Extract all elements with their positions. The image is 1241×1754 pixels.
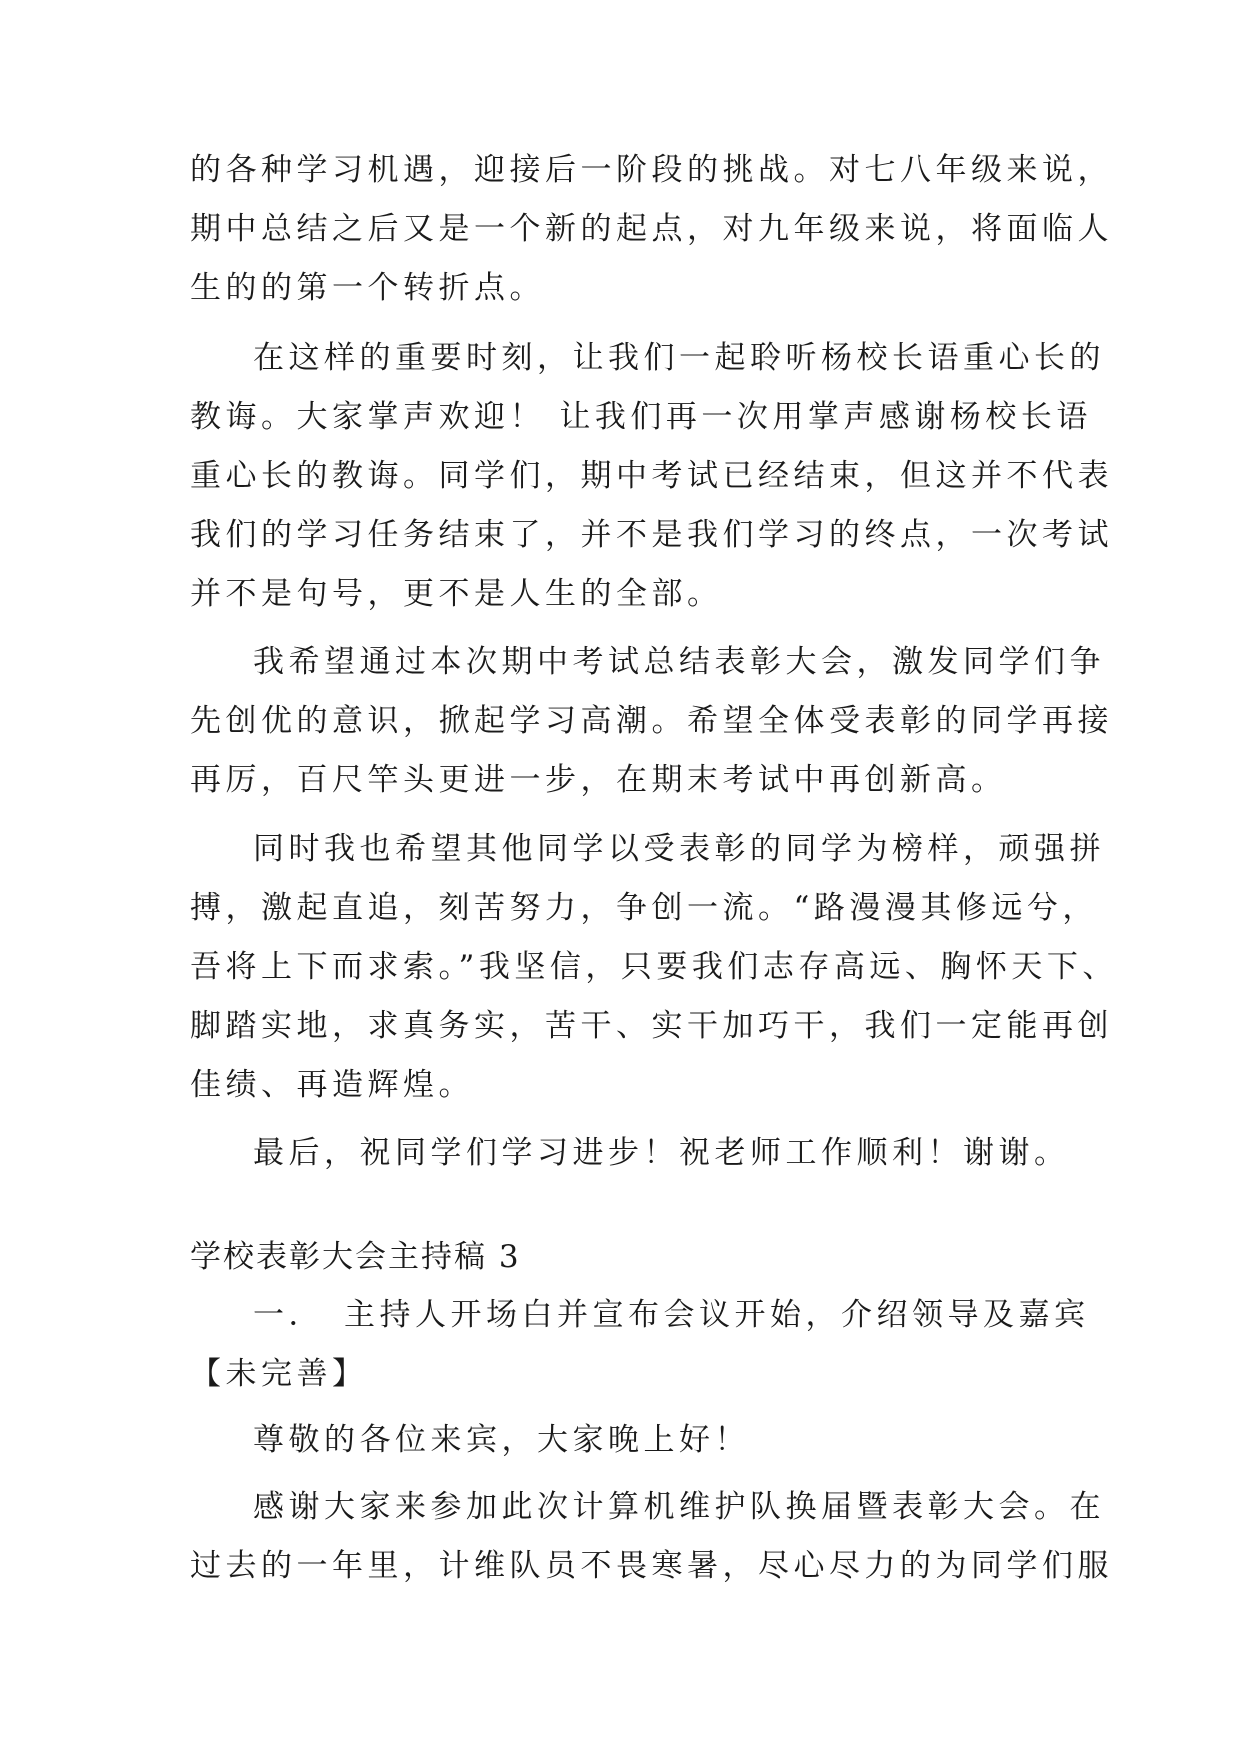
text-line: 期中总结之后又是一个新的起点，对九年级来说，将面临人 xyxy=(190,211,1113,247)
text-line: 在这样的重要时刻，让我们一起聆听杨校长语重心长的 xyxy=(253,340,1105,376)
text-line: 脚踏实地，求真务实，苦干、实干加巧干，我们一定能再创 xyxy=(190,1008,1113,1044)
text-line: 重心长的教诲。同学们，期中考试已经结束，但这并不代表 xyxy=(190,458,1113,494)
text-line: 一． 主持人开场白并宣布会议开始，介绍领导及嘉宾 xyxy=(253,1297,1090,1333)
text-line: 我希望通过本次期中考试总结表彰大会，激发同学们争 xyxy=(253,644,1105,680)
text-line: 尊敬的各位来宾，大家晚上好！ xyxy=(253,1422,750,1458)
text-line: 生的的第一个转折点。 xyxy=(190,270,545,306)
text-line: 并不是句号，更不是人生的全部。 xyxy=(190,576,723,612)
section-heading: 学校表彰大会主持稿 3 xyxy=(190,1239,521,1275)
text-line: 同时我也希望其他同学以受表彰的同学为榜样，顽强拼 xyxy=(253,831,1105,867)
text-line: 的各种学习机遇，迎接后一阶段的挑战。对七八年级来说， xyxy=(190,152,1113,188)
text-line: 最后，祝同学们学习进步！祝老师工作顺利！谢谢。 xyxy=(253,1135,1070,1171)
text-line: 过去的一年里，计维队员不畏寒暑，尽心尽力的为同学们服 xyxy=(190,1548,1113,1584)
text-line: 再厉，百尺竿头更进一步，在期末考试中再创新高。 xyxy=(190,762,1007,798)
text-line: 先创优的意识，掀起学习高潮。希望全体受表彰的同学再接 xyxy=(190,703,1113,739)
text-line: 【未完善】 xyxy=(190,1356,368,1392)
text-line: 吾将上下而求索。”我坚信，只要我们志存高远、胸怀天下、 xyxy=(190,949,1118,985)
text-line: 搏，激起直追，刻苦努力，争创一流。“路漫漫其修远兮， xyxy=(190,890,1098,926)
text-line: 我们的学习任务结束了，并不是我们学习的终点，一次考试 xyxy=(190,517,1113,553)
text-line: 佳绩、再造辉煌。 xyxy=(190,1067,474,1103)
text-line: 感谢大家来参加此次计算机维护队换届暨表彰大会。在 xyxy=(253,1489,1105,1525)
text-line: 教诲。大家掌声欢迎！ 让我们再一次用掌声感谢杨校长语 xyxy=(190,399,1092,435)
